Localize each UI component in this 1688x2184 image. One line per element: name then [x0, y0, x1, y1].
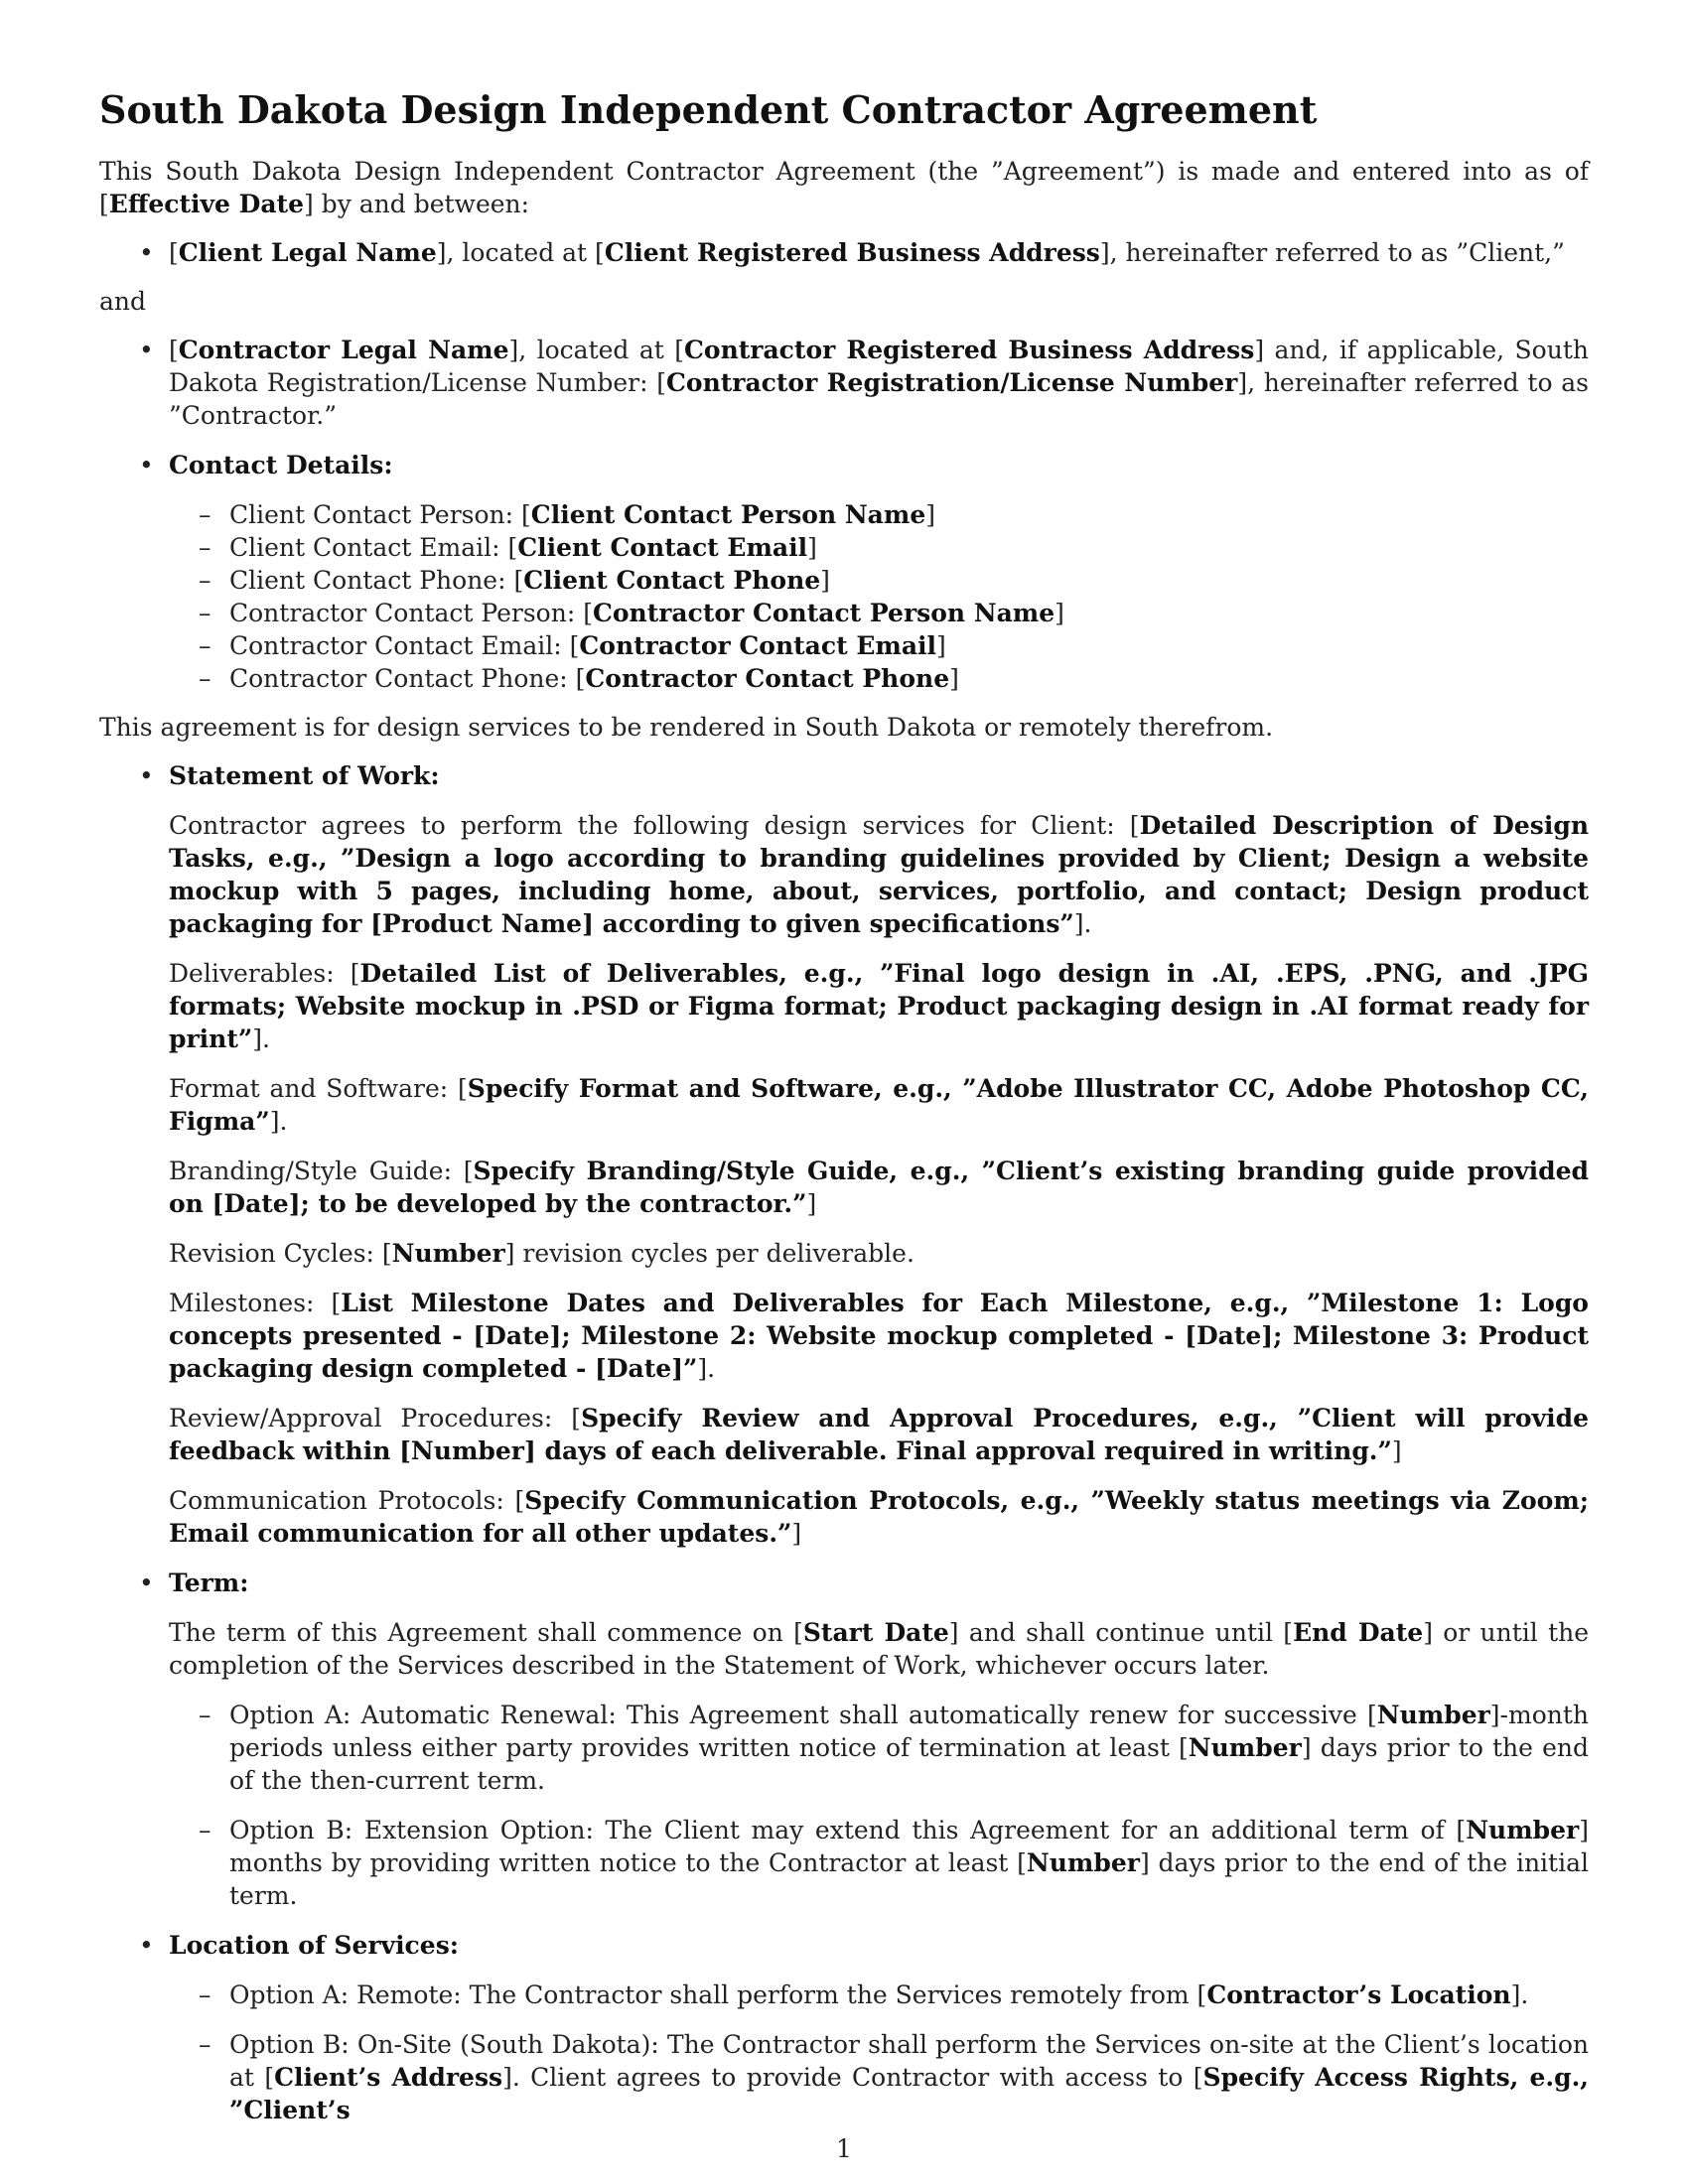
contact-detail-item: – Contractor Contact Email: [Contractor Contact Email] [199, 630, 946, 660]
location-option-a: – Option A: Remote: The Contractor shall perform the Services remotely from [Contractor’s Location]. [199, 1979, 1529, 2009]
location-options-list [169, 1979, 1589, 2126]
bullet-icon: • [139, 450, 154, 479]
dash-icon: – [199, 598, 211, 627]
contact-details-item [99, 449, 1589, 695]
location-section [99, 1929, 1589, 2126]
sow-format: Format and Software: [Specify Format and Software, e.g., ”Adobe Illustrator CC, Adobe Photoshop CC, Figma”]. [169, 1073, 1589, 1136]
contact-details-list [169, 498, 1589, 695]
dash-icon: – [199, 1700, 211, 1729]
term-body: The term of this Agreement shall commence on [Start Date] and shall continue until [End Date] or until the completion of the Services described in the Statement of Work, whichever occurs later. [169, 1617, 1590, 1680]
contact-detail-item: – Client Contact Email: [Client Contact Email] [199, 532, 817, 562]
page-number: 1 [836, 2134, 852, 2163]
contact-details-heading: Contact Details: [169, 450, 393, 479]
bullet-icon: • [139, 1930, 154, 1960]
main-sections-list [99, 759, 1589, 2126]
sow-services: Contractor agrees to perform the following design services for Client: [Detailed Description of Design Tasks, e.g., ”Design a logo according to branding guidelines provided by Client; Design a website mockup with 5 pages, including home, about, services, portfolio, and contact; Design product packaging for [Product Name] according to given specifications”]. [169, 810, 1589, 938]
contact-detail-item: – Client Contact Phone: [Client Contact Phone] [199, 565, 830, 595]
statement-of-work-heading: Statement of Work: [169, 760, 440, 790]
term-option-b: – Option B: Extension Option: The Client may extend this Agreement for an additional term of [Number] months by providing written notice to the Contractor at least [Number] days prior to the end of the initial term. [199, 1815, 1589, 1910]
effective-date-placeholder: Effective Date [108, 189, 304, 218]
dash-icon: – [199, 1979, 211, 2009]
intro-paragraph: This South Dakota Design Independent Contractor Agreement (the ”Agreement”) is made and entered into as of [Effective Date] by and between: [99, 156, 1589, 218]
sow-communication: Communication Protocols: [Specify Communication Protocols, e.g., ”Weekly status meetings via Zoom; Email communication for all other updates.”] [169, 1485, 1589, 1548]
location-heading: Location of Services: [169, 1930, 459, 1960]
bullet-icon: • [139, 237, 154, 267]
sow-deliverables: Deliverables: [Detailed List of Deliverables, e.g., ”Final logo design in .AI, .EPS, .PNG, and .JPG formats; Website mockup in .PSD or Figma format; Product packaging design in .AI format ready for print”]. [169, 958, 1589, 1053]
and-connector: and [99, 286, 147, 316]
contact-detail-item: – Client Contact Person: [Client Contact Person Name] [199, 499, 935, 529]
dash-icon: – [199, 499, 211, 529]
term-heading: Term: [169, 1568, 249, 1597]
sow-branding: Branding/Style Guide: [Specify Branding/Style Guide, e.g., ”Client’s existing branding guide provided on [Date]; to be developed by the contractor.”] [169, 1156, 1589, 1218]
dash-icon: – [199, 2029, 211, 2059]
purpose-paragraph: This agreement is for design services to be rendered in South Dakota or remotely therefrom. [99, 712, 1274, 742]
sow-review: Review/Approval Procedures: [Specify Review and Approval Procedures, e.g., ”Client will provide feedback within [Number] days of each deliverable. Final approval required in writing.”] [169, 1403, 1590, 1465]
dash-icon: – [199, 1815, 211, 1844]
location-option-b: – Option B: On-Site (South Dakota): The Contractor shall perform the Services on-site at the Client’s location at [Client’s Address]. Client agrees to provide Contractor with access to [Specify Access Rights, e.g., ”Client’s [199, 2029, 1589, 2124]
term-section [99, 1567, 1589, 1912]
dash-icon: – [199, 663, 211, 693]
statement-of-work-section [99, 759, 1589, 1550]
sow-milestones: Milestones: [List Milestone Dates and Deliverables for Each Milestone, e.g., ”Milestone 1: Logo concepts presented - [Date]; Milestone 2: Website mockup completed - [Date]; Milestone 3: Product packaging design completed - [Date]”]. [169, 1288, 1589, 1383]
term-option-a: – Option A: Automatic Renewal: This Agreement shall automatically renew for successive [Number]-month periods unless either party provides written notice of termination at least [Number] days prior to the end of the then-current term. [199, 1700, 1589, 1795]
client-party-list [99, 236, 1589, 269]
contractor-sections-list [99, 334, 1589, 695]
dash-icon: – [199, 532, 211, 562]
dash-icon: – [199, 565, 211, 595]
bullet-icon: • [139, 760, 154, 790]
bullet-icon: • [139, 335, 154, 364]
contact-detail-item: – Contractor Contact Phone: [Contractor Contact Phone] [199, 663, 959, 693]
bullet-icon: • [139, 1568, 154, 1597]
dash-icon: – [199, 630, 211, 660]
sow-revisions: Revision Cycles: [Number] revision cycles per deliverable. [169, 1238, 914, 1268]
contractor-party-item: • [Contractor Legal Name], located at [Contractor Registered Business Address] and, if applicable, South Dakota Registration/License Number: [Contractor Registration/License Number], hereinafter referred to as ”Contractor.” [139, 335, 1589, 430]
term-options-list [169, 1699, 1589, 1912]
client-party-item: • [Client Legal Name], located at [Client Registered Business Address], hereinafter referred to as ”Client,” [139, 237, 1565, 267]
contact-detail-item: – Contractor Contact Person: [Contractor Contact Person Name] [199, 598, 1064, 627]
document-title: South Dakota Design Independent Contractor Agreement [99, 87, 1318, 132]
